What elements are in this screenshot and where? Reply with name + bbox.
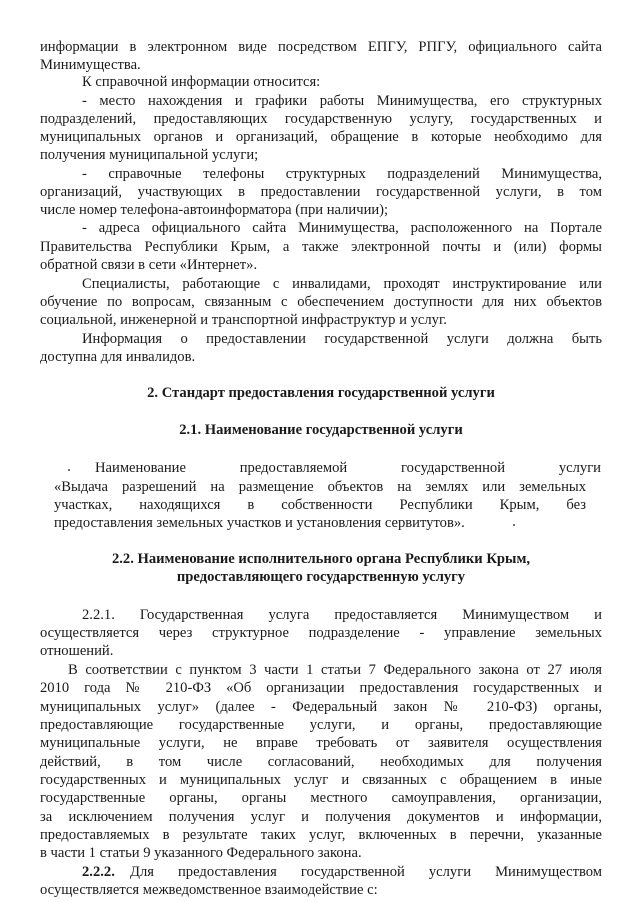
text-line	[0, 182, 640, 202]
heading-text: предоставляющего государственную услугу	[176, 569, 466, 585]
line-text: муниципальные услуги, не вправе требовать от заявителя осуществления	[40, 735, 602, 751]
clause-number: 2.2.2.	[82, 864, 115, 880]
line-text: государственные органы, органы местного самоуправления, организации,	[40, 790, 602, 806]
text-line	[0, 310, 640, 330]
text-line	[0, 164, 640, 184]
line-text: отношений.	[40, 643, 114, 659]
line-text: - справочные телефоны структурных подразделений Минимущества,	[82, 166, 602, 182]
line-text: - адреса официального сайта Минимущества, расположенного на Портале	[82, 220, 602, 236]
text-line	[0, 458, 640, 478]
line-text: муниципальных услуг» (далее - Федеральный закон № 210-ФЗ) органы,	[40, 699, 602, 715]
line-text: - место нахождения и графики работы Минимущества, его структурных	[82, 93, 602, 109]
text-line	[0, 807, 640, 827]
text-line	[0, 623, 640, 643]
line-text: действий, в том числе согласований, необходимых для получения	[40, 754, 602, 770]
line-text: организаций, участвующих в предоставлении государственной услуги, в том	[40, 184, 602, 200]
text-line	[0, 495, 640, 515]
line-text: предоставления земельных участков и установления сервитутов».	[54, 515, 465, 531]
line-text: Наименование предоставляемой государственной услуги	[95, 460, 601, 476]
line-text: информации в электронном виде посредством ЕПГУ, РПГУ, официального сайта	[40, 39, 602, 55]
line-text: предоставляющие государственные услуги, и органы, предоставляющие	[40, 717, 602, 733]
line-text: Специалисты, работающие с инвалидами, проходят инструктирование или	[82, 276, 602, 292]
text-line	[0, 37, 640, 57]
text-line	[0, 347, 640, 367]
line-text: осуществляется межведомственное взаимодействие с:	[40, 882, 378, 898]
line-text: Правительства Республики Крым, а также электронной почты и (или) формы	[40, 239, 602, 255]
text-line	[0, 641, 640, 661]
text-line	[0, 862, 640, 882]
text-line	[0, 660, 640, 680]
text-line	[0, 770, 640, 790]
text-line	[0, 72, 640, 92]
line-text: числе номер телефона-автоинформатора (при наличии);	[40, 202, 389, 218]
line-text: осуществляется через структурное подразделение - управление земельных	[40, 625, 602, 641]
line-text: Информация о предоставлении государственной услуги должна быть	[82, 331, 602, 347]
line-text: в части 1 статьи 9 указанного Федерального закона.	[40, 845, 362, 861]
line-text: 2010 года № 210-ФЗ «Об организации предоставления государственных и	[40, 680, 602, 696]
text-line	[0, 788, 640, 808]
text-line	[0, 605, 640, 625]
line-text: «Выдача разрешений на размещение объектов на землях или земельных	[54, 479, 586, 495]
heading-text: 2.2. Наименование исполнительного органа Республики Крым,	[111, 551, 531, 567]
line-text: доступна для инвалидов.	[40, 349, 196, 365]
text-line	[0, 218, 640, 238]
text-line	[0, 109, 640, 129]
heading-text: 2. Стандарт предоставления государственной услуги	[147, 385, 495, 401]
text-line	[0, 843, 640, 863]
text-line	[0, 127, 640, 147]
line-text: за исключением получения услуг и получения документов и информации,	[40, 809, 602, 825]
line-text: К справочной информации относится:	[82, 74, 321, 90]
text-line	[0, 255, 640, 275]
line-text: предоставляемых в результате таких услуг, включенных в перечни, указанные	[40, 827, 602, 843]
line-text: участках, находящихся в собственности Республики Крым, без	[54, 497, 586, 513]
text-line	[0, 880, 640, 900]
subsection-heading	[0, 567, 640, 587]
line-text: социальной, инженерной и транспортной инфраструктур и услуг.	[40, 312, 447, 328]
subsection-heading	[0, 549, 640, 569]
text-line	[0, 329, 640, 349]
line-text: Для предоставления государственной услуги Минимуществом	[130, 864, 602, 880]
scan-speck	[513, 524, 515, 526]
text-line	[0, 477, 640, 497]
scan-speck	[68, 469, 70, 471]
line-text: обучение по вопросам, связанным с обеспечением доступности для них объектов	[40, 294, 602, 310]
line-text: государственных и муниципальных услуг и связанных с обращением в иные	[40, 772, 602, 788]
text-line	[0, 292, 640, 312]
line-text: обратной связи в сети «Интернет».	[40, 257, 258, 273]
text-line	[0, 752, 640, 772]
text-line	[0, 697, 640, 717]
line-text: подразделений, предоставляющих государственную услугу, государственных и	[40, 111, 602, 127]
text-line	[0, 274, 640, 294]
text-line	[0, 91, 640, 111]
line-text: Минимущества.	[40, 57, 141, 73]
text-line	[0, 200, 640, 220]
text-line	[0, 237, 640, 257]
section-heading	[0, 383, 640, 403]
heading-text: 2.1. Наименование государственной услуги	[179, 422, 463, 438]
text-line	[0, 715, 640, 735]
line-text: В соответствии с пунктом 3 части 1 статьи 7 Федерального закона от 27 июля	[68, 662, 602, 678]
text-line	[0, 825, 640, 845]
line-text: муниципальных органов и организаций, обращение в которые необходимо для	[40, 129, 602, 145]
text-line	[0, 733, 640, 753]
subsection-heading	[0, 420, 640, 440]
line-text: 2.2.1. Государственная услуга предоставляется Минимуществом и	[82, 607, 602, 623]
text-line	[0, 678, 640, 698]
text-line	[0, 513, 640, 533]
text-line	[0, 145, 640, 165]
line-text: получения муниципальной услуги;	[40, 147, 259, 163]
